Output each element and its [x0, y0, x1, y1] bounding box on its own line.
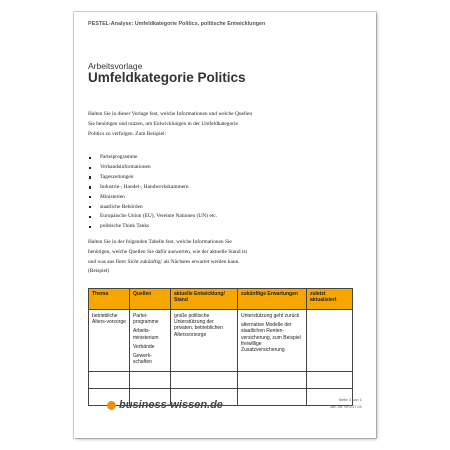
header-line: PESTEL-Analyse: Umfeldkategorie Politics, politische Entwicklungen: [88, 21, 266, 27]
column-header-stand: aktuelle Entwicklung/ Stand: [171, 289, 238, 310]
brand-logo: [107, 399, 223, 411]
expectation-entry: Unterstützung geht zurück: [241, 313, 300, 319]
table-header-row: [89, 289, 353, 310]
source-entry: Verbände: [133, 343, 155, 350]
intro-line: Halten Sie in dieser Vorlage fest, welche Informationen und welche Quellen: [88, 111, 253, 117]
list-item: Industrie-, Handel-, Handwerkskammern: [88, 183, 217, 193]
table-row: [89, 310, 353, 372]
list-item: staatliche Behörden: [88, 203, 217, 213]
table-instructions: [88, 238, 338, 277]
list-item: Verbandsinformationen: [88, 163, 217, 173]
empty-cell: [130, 372, 171, 389]
cell-aktualisiert: [307, 310, 353, 372]
empty-cell: [171, 372, 238, 389]
instruction-line: Halten Sie in der folgenden Tabelle fest, welche Informationen Sie: [88, 239, 232, 245]
source-entry: Arbeits-ministerium: [133, 328, 159, 341]
article-number: Art.-Nr. 99.217.01: [330, 404, 362, 409]
brand-name: business-wissen.de: [119, 399, 223, 411]
page-number: Seite 1 von 1: [338, 397, 362, 402]
empty-cell: [89, 372, 130, 389]
footer-meta: [330, 396, 362, 410]
expectation-entry: alternative Modelle der staatlichen Renten-versicherung, zum Beispiel freiwillige Zusatzversicherung: [241, 322, 301, 354]
intro-line: Politics zu verfolgen. Zum Beispiel:: [88, 130, 167, 137]
source-entry: Gewerk-schaften: [133, 353, 152, 366]
column-header-aktualisiert: zuletzt aktualisiert: [307, 289, 353, 310]
instruction-line: benötigen, welche Quellen Sie dafür auswerten, wie der aktuelle Stand ist: [88, 248, 247, 255]
document-label: Arbeitsvorlage: [88, 61, 143, 71]
list-item: Ministerien: [88, 193, 217, 203]
instruction-line: (Beispiel): [88, 268, 110, 275]
source-list: [88, 153, 217, 232]
intro-paragraph: [88, 110, 328, 139]
list-item: politische Think Tanks: [88, 222, 217, 232]
cell-stand: große politische Unterstützung der privaten, betrieblichen Altersvorsorge: [171, 310, 238, 372]
empty-cell: [238, 372, 307, 389]
instruction-line: und was aus Ihrer Sicht zukünftig/ als Nächstes erwartet werden kann.: [88, 258, 240, 265]
table-row: [89, 372, 353, 389]
intro-line: Sie benötigen und nutzen, um Entwicklungen in der Umfeldkategorie: [88, 120, 238, 127]
list-item: Europäische Union (EU), Vereinte Nationen (UN) etc.: [88, 212, 217, 222]
column-header-quellen: Quellen: [130, 289, 171, 310]
document-page: [74, 12, 376, 438]
list-item: Parteiprogramme: [88, 153, 217, 163]
list-item: Tageszeitungen: [88, 173, 217, 183]
politics-table: [88, 288, 353, 406]
logo-dot-icon: [107, 401, 116, 410]
cell-quellen: [130, 310, 171, 372]
empty-cell: [307, 372, 353, 389]
column-header-erwartungen: zukünftige Erwartungen: [238, 289, 307, 310]
document-title: Umfeldkategorie Politics: [88, 70, 246, 85]
cell-erwartungen: [238, 310, 307, 372]
cell-thema: betriebliche Alters-vorsorge: [89, 310, 130, 372]
column-header-thema: Thema: [89, 289, 130, 310]
source-entry: Partei-programme: [133, 313, 159, 326]
empty-cell: [238, 389, 307, 406]
